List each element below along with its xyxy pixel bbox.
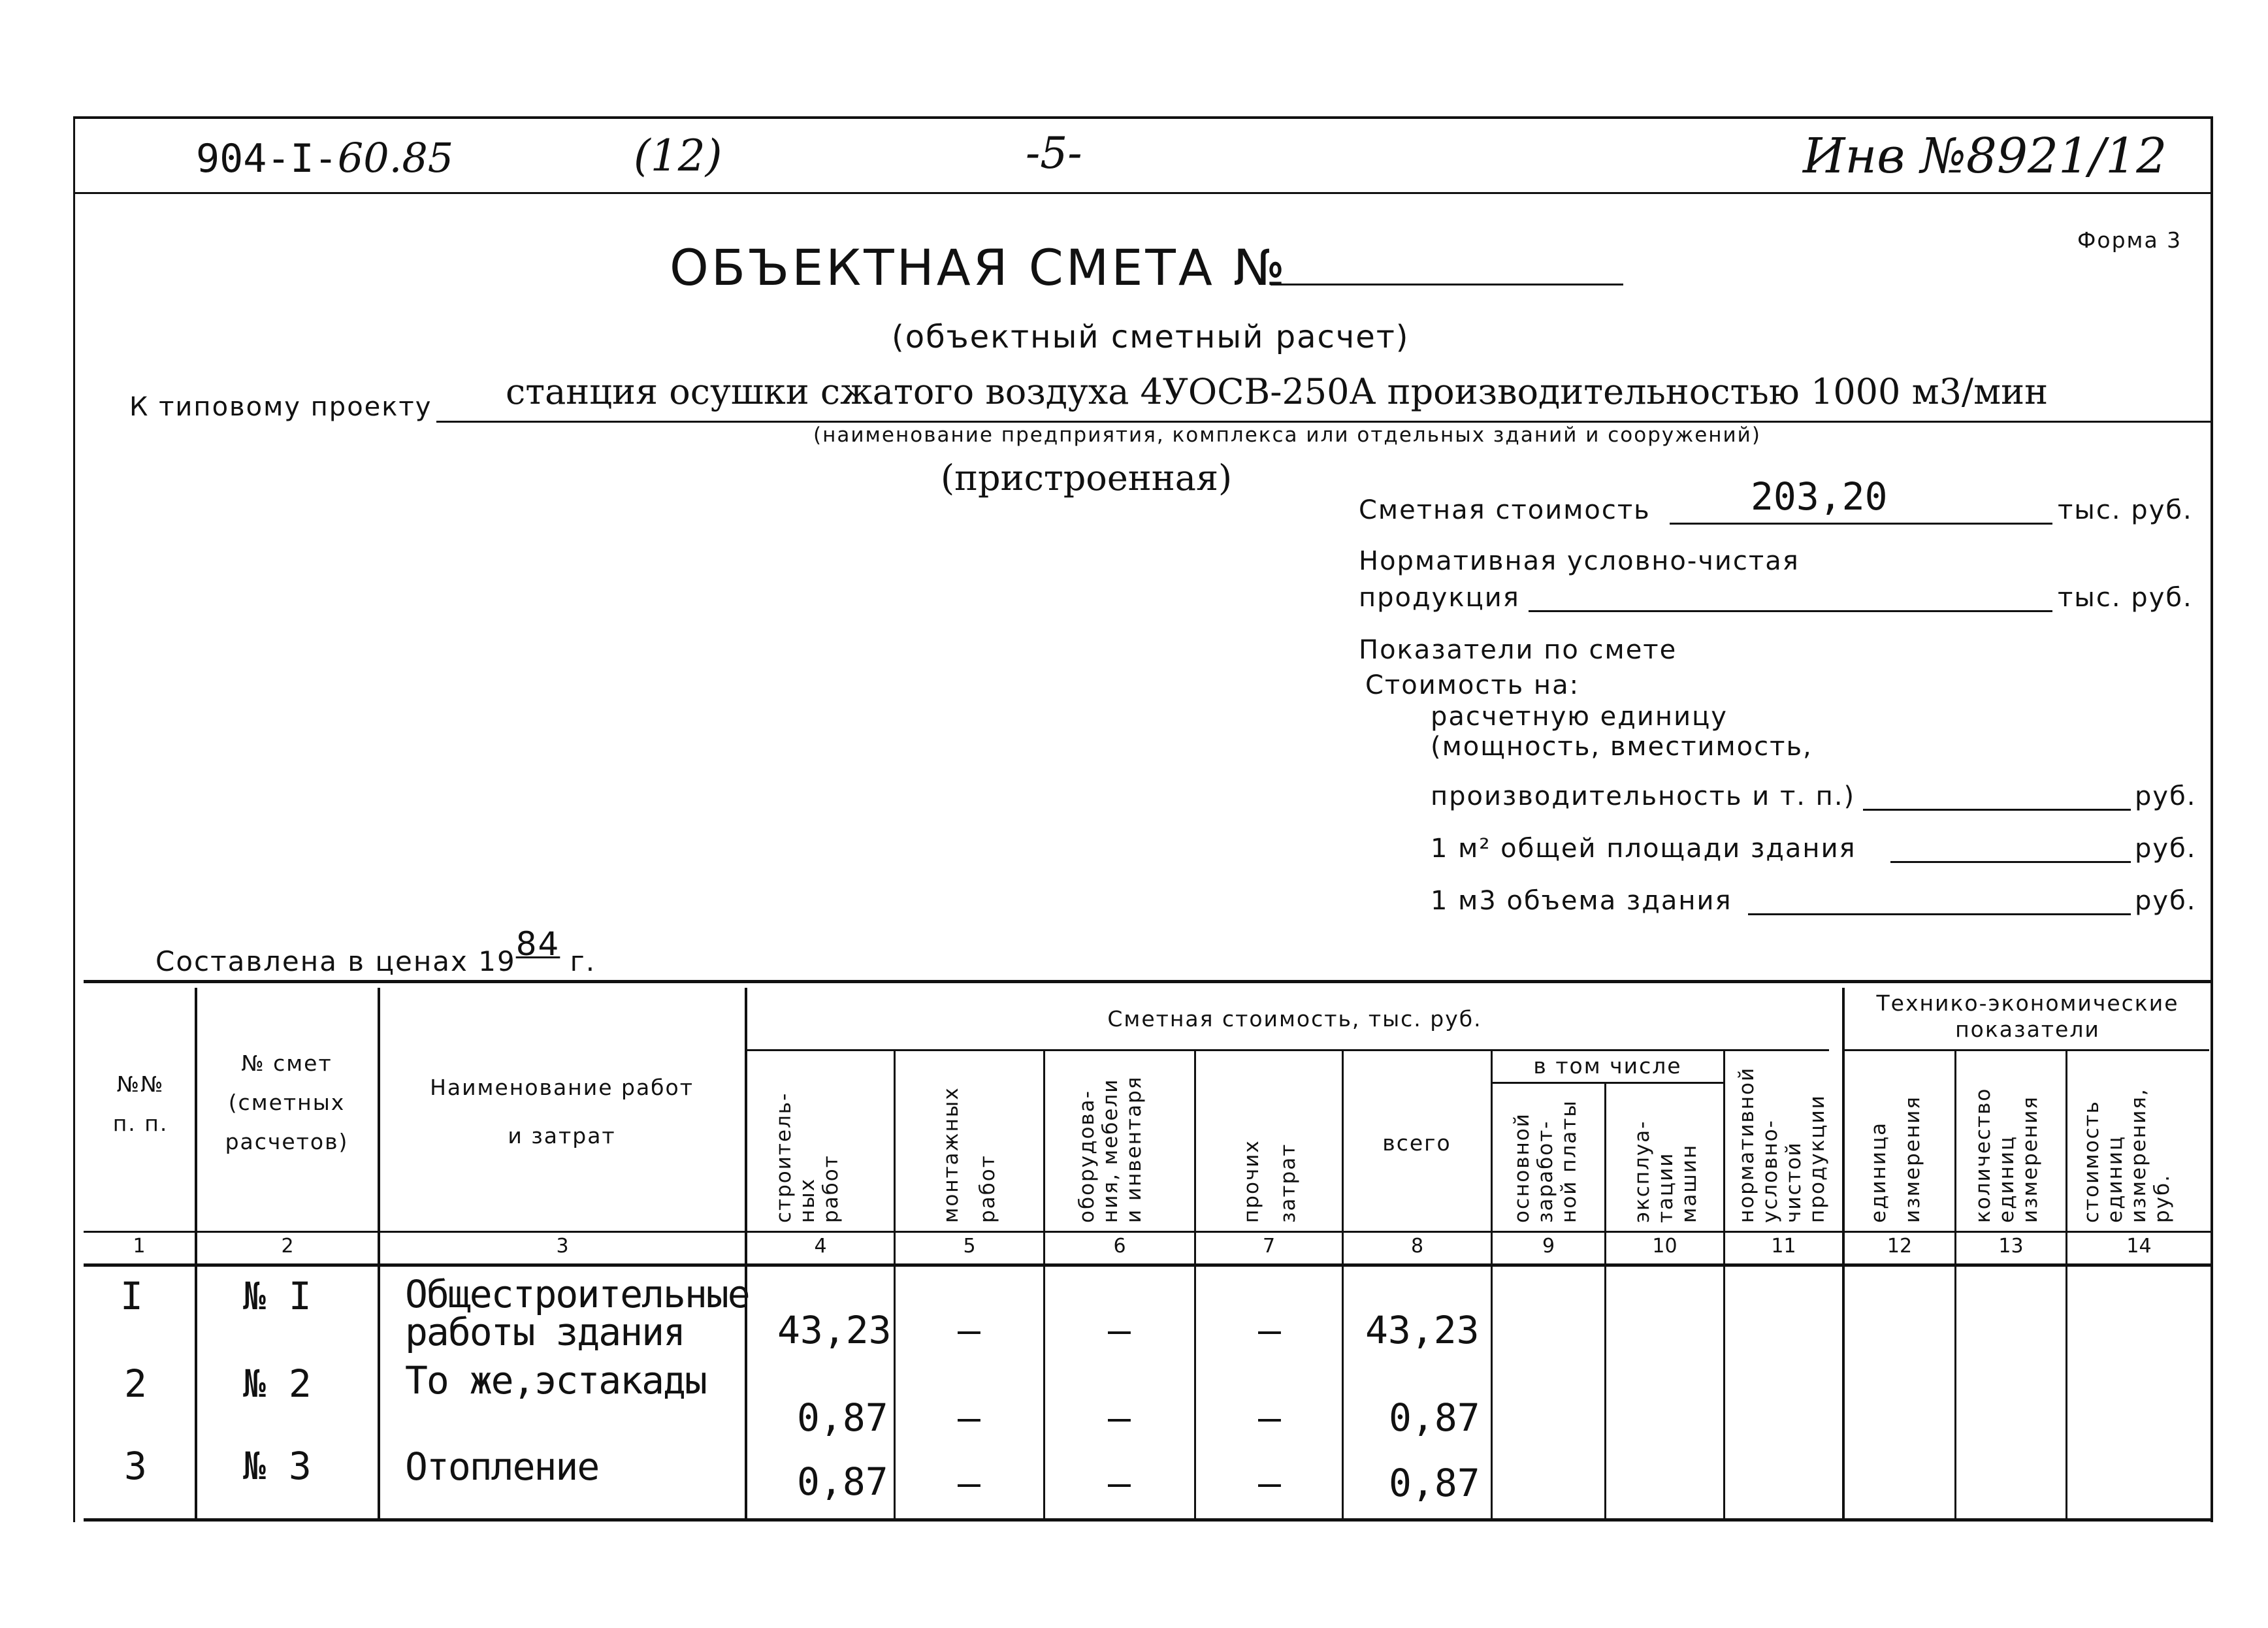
estimated-cost-unit: тыс. руб. [2058, 495, 2193, 525]
unit-cost-rub: руб. [2135, 781, 2197, 811]
volume-cost-blank [1748, 913, 2131, 915]
unit-cost-label-1: расчетную единицу [1431, 702, 1728, 732]
row-equipment-cost: – [1108, 1461, 1131, 1505]
row-number: 2 [124, 1361, 147, 1406]
col-number: 5 [963, 1235, 976, 1258]
normative-label-2: продукция [1359, 583, 1520, 613]
row-other-cost: – [1258, 1308, 1281, 1352]
col-number: 2 [281, 1235, 294, 1258]
row-building-cost: 0,87 [797, 1395, 888, 1440]
header-code: 904-I-60.85 [196, 134, 454, 182]
row-estimate-number: № 3 [243, 1444, 312, 1488]
row-mounting-cost: – [958, 1395, 980, 1440]
incl-header: в том числе [1533, 1053, 1682, 1079]
header-sheet-number: (12) [634, 131, 722, 181]
col-number: 8 [1410, 1235, 1424, 1258]
indicators-label: Показатели по смете [1359, 635, 1677, 665]
cost-group-header: Сметная стоимость, тыс. руб. [1107, 1006, 1482, 1032]
header-page: -5- [1026, 128, 1082, 178]
normative-label-1: Нормативная условно-чистая [1359, 546, 1800, 576]
col-number: 7 [1262, 1235, 1276, 1258]
header-inventory: Инв №8921/12 [1803, 128, 2167, 184]
col13-header: количество единиц измерения [1971, 1087, 2042, 1223]
numbers-bottom-line [84, 1263, 2211, 1267]
table-top-line [84, 980, 2211, 983]
area-cost-rub: руб. [2135, 834, 2197, 864]
table-vline-5 [1043, 1050, 1045, 1518]
volume-cost-label: 1 м3 объема здания [1431, 886, 1732, 916]
table-vline-6 [1194, 1050, 1196, 1518]
col14-header: стоимость единиц измерения, руб. [2080, 1088, 2174, 1223]
col10-header: эксплуа- тации машин [1630, 1120, 1701, 1223]
cost-on-label: Стоимость на: [1365, 670, 1580, 700]
col9-header: основной заработ- ной платы [1510, 1099, 1581, 1223]
prices-label: Составлена в ценах 19 [155, 945, 516, 977]
page-subtitle: (объектный сметный расчет) [892, 319, 1410, 355]
header-bottom-line [84, 1231, 2211, 1233]
row-estimate-number: № I [243, 1274, 312, 1318]
area-cost-label: 1 м² общей площади здания [1431, 834, 1856, 864]
col6-header: оборудова- ния, мебели и инвентаря [1075, 1075, 1146, 1223]
col-number: 1 [133, 1235, 146, 1258]
col-number: 11 [1771, 1235, 1796, 1258]
col5-header: монтажных работ [939, 1086, 999, 1223]
col-number: 4 [814, 1235, 827, 1258]
table-vline-9 [1604, 1083, 1606, 1518]
normative-blank [1529, 610, 2052, 612]
table-vline-12 [1954, 1050, 1956, 1518]
frame-top-line [73, 116, 2211, 119]
frame-right-line [2211, 116, 2213, 1522]
form-label: Форма 3 [2077, 227, 2182, 253]
project-caption: (наименование предприятия, комплекса или отдельных зданий и сооружений) [813, 423, 1761, 447]
project-value: станция осушки сжатого воздуха 4УОСВ-250А производительностью 1000 м3/мин [506, 371, 2049, 412]
col3-header: Наименование работ и затрат [430, 1075, 694, 1148]
col2-header: № смет (сметных расчетов) [225, 1050, 349, 1154]
col-number: 9 [1542, 1235, 1555, 1258]
prices-suffix: г. [570, 945, 596, 977]
table-vline-13 [2066, 1050, 2067, 1518]
project-note: (пристроенная) [941, 457, 1233, 498]
tech-group-header: Технико-экономические показатели [1876, 990, 2179, 1042]
col-number: 10 [1652, 1235, 1677, 1258]
col8-header: всего [1382, 1130, 1451, 1156]
row-other-cost: – [1258, 1461, 1281, 1505]
row-name: Отопление [405, 1444, 599, 1489]
prices-year: 84 [515, 925, 560, 963]
unit-cost-label-2: (мощность, вместимость, [1431, 732, 1813, 762]
col4-header: строитель- ных работ [772, 1092, 843, 1223]
table-vline-4 [894, 1050, 896, 1518]
row-total-cost: 0,87 [1389, 1395, 1480, 1440]
table-vline-10 [1723, 1050, 1725, 1518]
row-mounting-cost: – [958, 1308, 980, 1352]
col-number: 13 [1998, 1235, 2024, 1258]
volume-cost-rub: руб. [2135, 886, 2197, 916]
unit-cost-blank [1863, 809, 2131, 811]
row-total-cost: 0,87 [1389, 1461, 1480, 1505]
unit-cost-label-3: производительность и т. п.) [1431, 781, 1856, 811]
col12-header: единица измерения [1867, 1096, 1924, 1223]
row-other-cost: – [1258, 1395, 1281, 1440]
estimated-cost-label: Сметная стоимость [1359, 495, 1651, 525]
table-bottom-line [84, 1518, 2212, 1522]
col-number: 14 [2126, 1235, 2152, 1258]
estimated-cost-blank [1670, 523, 2052, 525]
frame-left-line [73, 116, 75, 1522]
col7-header: прочих затрат [1240, 1139, 1300, 1223]
row-building-cost: 43,23 [777, 1308, 892, 1352]
row-equipment-cost: – [1108, 1308, 1131, 1352]
tech-group-line [1843, 1049, 2209, 1051]
row-name: Общестроительные работы здания [405, 1272, 749, 1354]
col1-header: №№ п. п. [112, 1071, 169, 1136]
area-cost-blank [1890, 861, 2131, 863]
normative-unit: тыс. руб. [2058, 583, 2193, 613]
frame-header-line [73, 192, 2211, 194]
project-underline [436, 421, 2211, 423]
estimated-cost-value: 203,20 [1751, 474, 1888, 519]
col-number: 6 [1113, 1235, 1126, 1258]
col-number: 3 [556, 1235, 569, 1258]
row-total-cost: 43,23 [1365, 1308, 1480, 1352]
title-number-blank [1271, 284, 1623, 285]
table-vline-8 [1491, 1050, 1493, 1518]
page-title: ОБЪЕКТНАЯ СМЕТА № [670, 238, 1288, 297]
prices-line [155, 925, 596, 979]
row-name: То же,эстакады [405, 1358, 706, 1403]
row-building-cost: 0,87 [797, 1459, 888, 1504]
col11-header: нормативной условно- чистой продукции [1735, 1066, 1829, 1223]
row-equipment-cost: – [1108, 1395, 1131, 1440]
row-number: I [120, 1274, 143, 1318]
col-number: 12 [1887, 1235, 1913, 1258]
table-vline-7 [1342, 1050, 1344, 1518]
project-label: К типовому проекту [129, 392, 432, 422]
row-estimate-number: № 2 [243, 1361, 312, 1406]
row-mounting-cost: – [958, 1461, 980, 1505]
row-number: 3 [124, 1444, 147, 1488]
